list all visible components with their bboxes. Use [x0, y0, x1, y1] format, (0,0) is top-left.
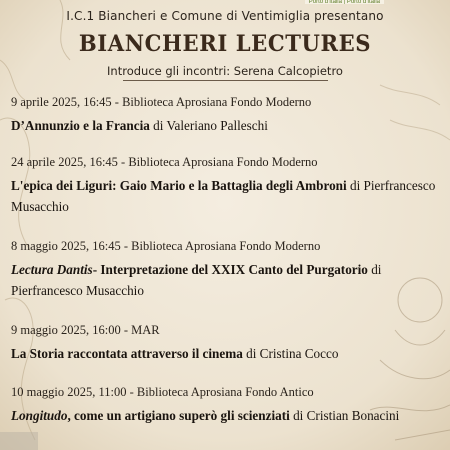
event-speaker: di Pierfrancesco Musacchio	[11, 178, 436, 214]
event-item	[11, 237, 443, 301]
event-date-venue: 9 aprile 2025, 16:45 - Biblioteca Aprosiana Fondo Moderno	[11, 95, 312, 109]
event-speaker: di Cristian Bonacini	[289, 408, 400, 423]
introduction-line: Introduce gli incontri: Serena Calcopietro	[0, 64, 450, 78]
event-item	[11, 93, 443, 136]
event-date-venue: 8 maggio 2025, 16:45 - Biblioteca Aprosiana Fondo Moderno	[11, 239, 321, 253]
event-description	[11, 405, 443, 426]
event-title: - Interpretazione del XXIX Canto del Purgatorio	[92, 262, 368, 277]
event-date-venue: 24 aprile 2025, 16:45 - Biblioteca Aprosiana Fondo Moderno	[11, 155, 318, 169]
event-title: , come un artigiano superò gli scienziati	[67, 408, 290, 423]
event-date-venue: 10 maggio 2025, 11:00 - Biblioteca Aprosiana Fondo Antico	[11, 385, 314, 399]
event-description	[11, 115, 443, 136]
event-description	[11, 343, 443, 364]
event-speaker: di Pierfrancesco Musacchio	[11, 262, 382, 298]
event-title-italic: Longitudo	[11, 408, 68, 423]
event-speaker: di Cristina Cocco	[242, 346, 339, 361]
event-title: La Storia raccontata attraverso il cinema	[11, 346, 243, 361]
event-item	[11, 153, 443, 217]
event-item	[11, 321, 443, 364]
event-description	[11, 259, 443, 301]
page-title: BIANCHERI LECTURES	[78, 31, 372, 57]
presenters-line: I.C.1 Biancheri e Comune di Ventimiglia presentano	[66, 9, 384, 23]
partner-logo-strip: Porto d'Italia | Porto d'Italia	[305, 0, 384, 4]
event-item	[11, 383, 443, 426]
event-speaker: di Valeriano Palleschi	[149, 118, 268, 133]
event-title-italic: Lectura Dantis	[11, 262, 93, 277]
event-date-venue: 9 maggio 2025, 16:00 - MAR	[11, 323, 160, 337]
event-title: D’Annunzio e la Francia	[11, 118, 150, 133]
event-description	[11, 175, 443, 217]
event-title: L'epica dei Liguri: Gaio Mario e la Battaglia degli Ambroni	[11, 178, 347, 193]
